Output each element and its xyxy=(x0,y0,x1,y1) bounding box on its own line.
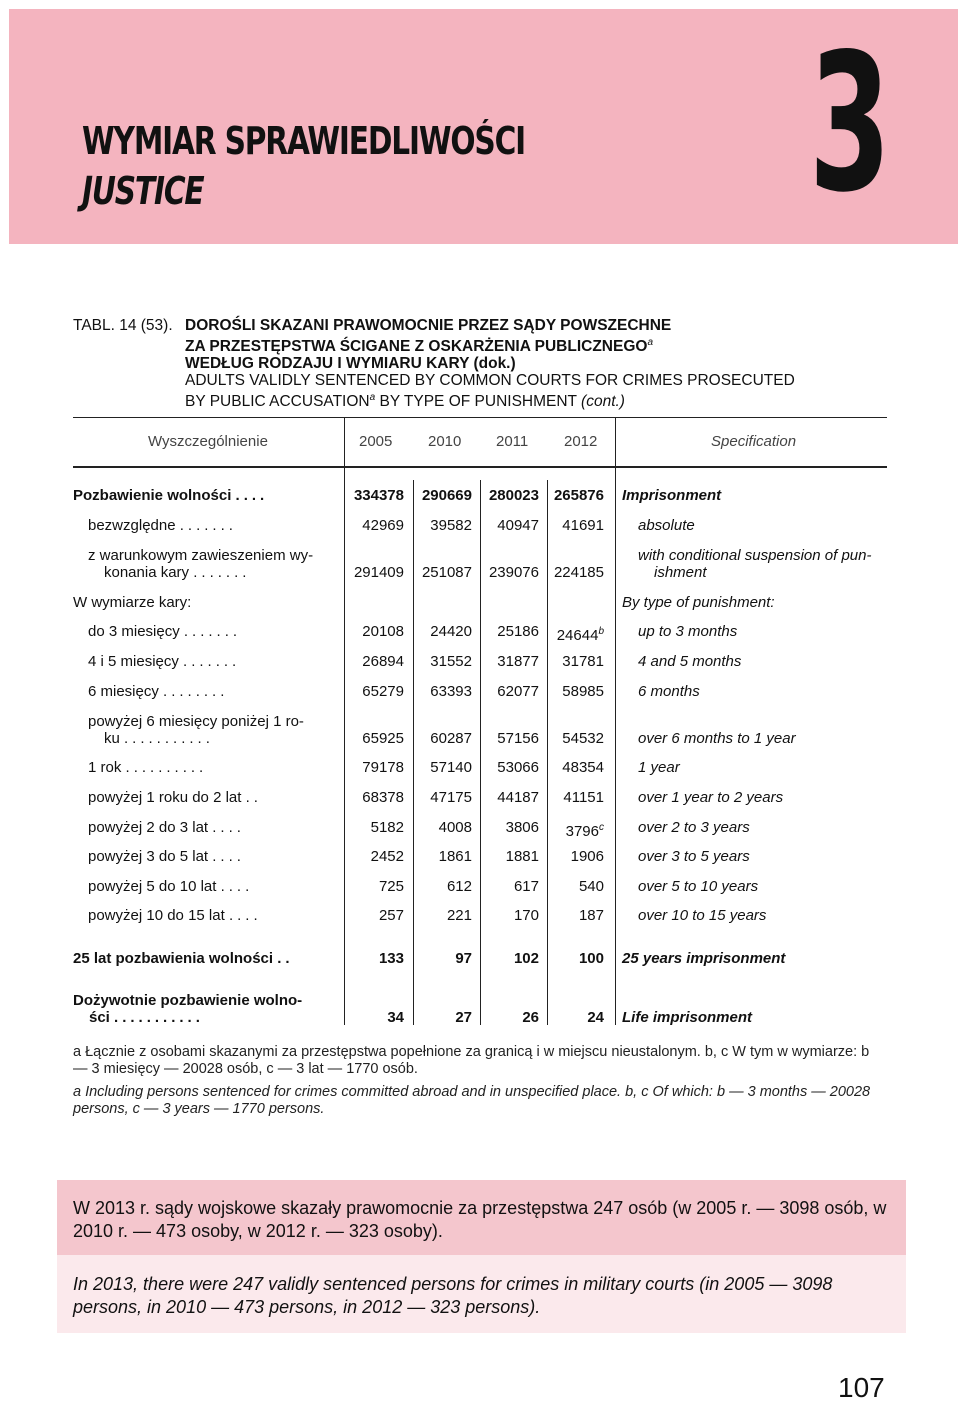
table-row-label-en: over 5 to 10 years xyxy=(638,878,759,895)
column-header-spec-pl: Wyszczególnienie xyxy=(148,433,268,450)
footnote-mark-c: c xyxy=(599,822,604,833)
footnote-mark-a: a xyxy=(369,392,376,404)
table-header-rule xyxy=(73,466,887,468)
column-divider xyxy=(480,480,481,1025)
table-row-label-pl: 1 rok .......... xyxy=(88,759,208,776)
table-cell: 3806 xyxy=(505,819,539,836)
table-cell: 334378 xyxy=(353,487,404,504)
table-cell: 47175 xyxy=(430,789,472,806)
table-row-label-pl: ści ........... xyxy=(89,1009,204,1026)
table-row-label-pl: powyżej 6 miesięcy poniżej 1 ro- xyxy=(88,713,304,730)
table-cell: 63393 xyxy=(430,683,472,700)
table-cell: 170 xyxy=(513,907,539,924)
table-row-label-en: 4 and 5 months xyxy=(638,653,742,670)
table-row-label-pl: do 3 miesięcy ....... xyxy=(88,623,242,640)
note-text-pl: W 2013 r. sądy wojskowe skazały prawomocnie za przestępstwa 247 osób (w 2005 r. — 3098 osób, w 2010 r. — 473 osoby, w 2012 r. — 323 osoby). xyxy=(73,1198,887,1241)
table-row-label-en: ishment xyxy=(654,564,707,581)
footnote-en: a Including persons sentenced for crimes committed abroad and in unspecified place. b, c Of which: b — 3 months — 20028 persons, c — 3 years — 1770 persons. xyxy=(73,1084,871,1117)
table-cell: 31552 xyxy=(430,653,472,670)
page-number: 107 xyxy=(838,1372,885,1403)
table-cell: 60287 xyxy=(430,730,472,747)
table-cell: 65279 xyxy=(362,683,404,700)
footnote-mark-b: b xyxy=(598,626,604,637)
title-en-line1: ADULTS VALIDLY SENTENCED BY COMMON COURTS FOR CRIMES PROSECUTED xyxy=(185,372,795,390)
table-cell: 187 xyxy=(578,907,604,924)
table-row-label-pl: ku ........... xyxy=(104,730,214,747)
table-row-label-pl: 25 lat pozbawienia wolności .. xyxy=(73,950,294,967)
table-cell: 42969 xyxy=(362,517,404,534)
table-cell: 62077 xyxy=(497,683,539,700)
table-cell: 57156 xyxy=(497,730,539,747)
table-cell: 2452 xyxy=(370,848,404,865)
table-row-label-en: over 6 months to 1 year xyxy=(638,730,796,747)
table-cell: 40947 xyxy=(497,517,539,534)
table-row-label-en: 1 year xyxy=(638,759,680,776)
table-cell: 102 xyxy=(513,950,539,967)
table-cell: 239076 xyxy=(488,564,539,581)
table-cell: 48354 xyxy=(562,759,604,776)
table-row-label-pl: Dożywotnie pozbawienie wolno- xyxy=(73,992,303,1009)
footnote-pl: a Łącznie z osobami skazanymi za przestępstwa popełnione za granicą i w miejscu nieustalonym. b, c W tym w wymiarze: b — 3 miesięcy — 20028 osób, c — 3 lat — 1770 osób. xyxy=(73,1044,870,1077)
table-cell: 79178 xyxy=(362,759,404,776)
table-cell: 26 xyxy=(522,1009,539,1026)
table-cell: 65925 xyxy=(362,730,404,747)
table-row-label-pl: powyżej 2 do 3 lat .... xyxy=(88,819,245,836)
table-section-label-pl: W wymiarze kary: xyxy=(73,594,192,611)
chapter-title-en: JUSTICE xyxy=(82,169,204,213)
table-row-label-en: 6 months xyxy=(638,683,700,700)
table-cell: 41151 xyxy=(563,789,604,806)
table-cell: 97 xyxy=(455,950,472,967)
table-cell: 34 xyxy=(387,1009,404,1026)
chapter-number: 3 xyxy=(809,13,891,234)
table-row-label-pl: bezwzględne ....... xyxy=(88,517,237,534)
table-row-label-en: Life imprisonment xyxy=(622,1009,753,1026)
column-header-year: 2005 xyxy=(359,433,393,450)
table-cell: 290669 xyxy=(421,487,472,504)
table-row-label-pl: powyżej 5 do 10 lat .... xyxy=(88,878,254,895)
table-row-label-en: over 3 to 5 years xyxy=(638,848,750,865)
table-row-label-pl: Pozbawienie wolności .... xyxy=(73,487,269,504)
table-cell: 31877 xyxy=(497,653,539,670)
column-header-year: 2012 xyxy=(564,433,598,450)
table-cell: 4008 xyxy=(438,819,472,836)
table-cell: 221 xyxy=(446,907,472,924)
table-cell: 39582 xyxy=(430,517,472,534)
table-row-label-pl: powyżej 10 do 15 lat .... xyxy=(88,907,262,924)
table-cell: 26894 xyxy=(362,653,404,670)
table-row-label-en: over 1 year to 2 years xyxy=(638,789,784,806)
table-row-label-pl: powyżej 3 do 5 lat .... xyxy=(88,848,245,865)
table-row-label-en: over 10 to 15 years xyxy=(638,907,767,924)
column-header-year: 2011 xyxy=(496,433,529,450)
table-row-label-en: over 2 to 3 years xyxy=(638,819,750,836)
table-cell: 540 xyxy=(578,878,604,895)
table-row-label-pl: powyżej 1 roku do 2 lat .. xyxy=(88,789,262,806)
table-cell: 24 xyxy=(587,1009,604,1026)
table-cell: 25186 xyxy=(497,623,539,640)
note-text-en: In 2013, there were 247 validly sentenced persons for crimes in military courts (in 2005 — 3098 persons, in 2010 — 473 persons, in 2012 — 323 persons). xyxy=(73,1274,833,1317)
title-pl-line1: DOROŚLI SKAZANI PRAWOMOCNIE PRZEZ SĄDY POWSZECHNE xyxy=(185,317,672,334)
table-cell: 133 xyxy=(378,950,404,967)
table-row-label-pl: 6 miesięcy ........ xyxy=(88,683,229,700)
table-cell: 617 xyxy=(513,878,539,895)
table-cell: 44187 xyxy=(497,789,539,806)
table-cell: 224185 xyxy=(553,564,604,581)
table-cell: 1861 xyxy=(438,848,472,865)
table-row-label-pl: konania kary ....... xyxy=(104,564,251,581)
table-row-label-pl: 4 i 5 miesięcy ....... xyxy=(88,653,241,670)
table-cell: 41691 xyxy=(562,517,604,534)
table-row-label-en: up to 3 months xyxy=(638,623,738,640)
table-cell: 58985 xyxy=(562,683,604,700)
table-cell: 725 xyxy=(378,878,404,895)
table-cell: 20108 xyxy=(362,623,404,640)
table-cell: 53066 xyxy=(497,759,539,776)
title-en-line2: BY PUBLIC ACCUSATION$^a$ BY TYPE OF PUNISHMENT (cont.) xyxy=(185,392,625,411)
table-section-label-en: By type of punishment: xyxy=(622,594,775,611)
table-cell: 100 xyxy=(578,950,604,967)
column-header-spec-en: Specification xyxy=(711,433,797,450)
column-header-year: 2010 xyxy=(428,433,462,450)
table-cell: 612 xyxy=(446,878,472,895)
footnote-mark-a: a xyxy=(647,337,653,348)
table-cell: 54532 xyxy=(562,730,604,747)
table-row-label-en: 25 years imprisonment xyxy=(622,950,786,967)
title-pl-line2: ZA PRZESTĘPSTWA ŚCIGANE Z OSKARŻENIA PUBLICZNEGO$^a$ xyxy=(185,337,653,356)
table-cell: 265876 xyxy=(553,487,604,504)
column-divider xyxy=(344,417,345,1025)
table-cell: 1906 xyxy=(570,848,604,865)
table-row-label-en: with conditional suspension of pun- xyxy=(638,547,872,564)
table-row-label-en: Imprisonment xyxy=(622,487,722,504)
table-top-rule xyxy=(73,417,887,418)
column-divider xyxy=(615,417,616,1025)
table-cell: 68378 xyxy=(362,789,404,806)
column-divider xyxy=(547,480,548,1025)
table-cell: 5182 xyxy=(370,819,404,836)
title-pl-line3: WEDŁUG RODZAJU I WYMIARU KARY (dok.) xyxy=(185,355,516,373)
table-cell: 31781 xyxy=(562,653,604,670)
table-cell: 24644$^b$ xyxy=(556,626,604,644)
table-cell: 251087 xyxy=(421,564,472,581)
table-cell: 1881 xyxy=(505,848,539,865)
table-cell: 291409 xyxy=(353,564,404,581)
chapter-header-band xyxy=(9,9,958,244)
table-cell: 57140 xyxy=(430,759,472,776)
chapter-title-pl: WYMIAR SPRAWIEDLIWOŚCI xyxy=(82,119,526,163)
table-row-label-en: absolute xyxy=(638,517,695,534)
table-cell: 257 xyxy=(378,907,404,924)
table-cell: 3796$^c$ xyxy=(565,822,604,840)
table-label: TABL. 14 (53). xyxy=(73,317,173,334)
table-cell: 24420 xyxy=(430,623,472,640)
table-cell: 280023 xyxy=(488,487,539,504)
column-divider xyxy=(413,480,414,1025)
table-cell: 27 xyxy=(455,1009,472,1026)
table-row-label-pl: z warunkowym zawieszeniem wy- xyxy=(88,547,314,564)
